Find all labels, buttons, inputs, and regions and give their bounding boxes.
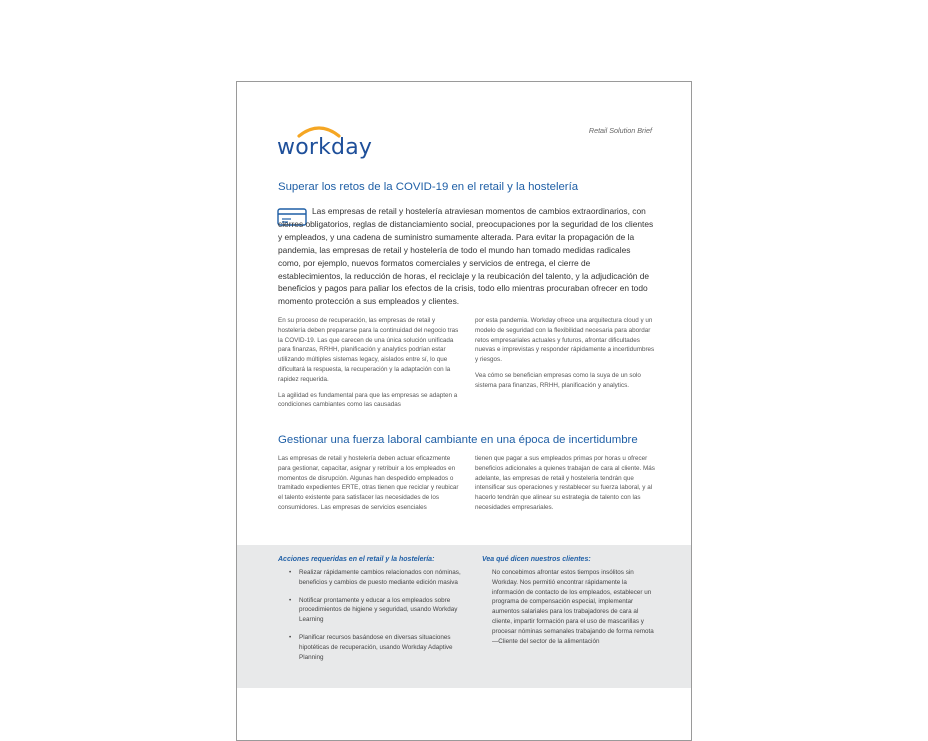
section-title-covid: Superar los retos de la COVID-19 en el retail y la hostelería: [278, 181, 579, 193]
testimonial-heading: Vea qué dicen nuestros clientes:: [482, 556, 591, 563]
document-type-label: Retail Solution Brief: [588, 126, 652, 135]
list-item: • Planificar recursos basándose en diversas situaciones hipotéticas de recuperación, usando Workday Adaptive Planning: [299, 633, 465, 662]
section1-left-column: [278, 316, 460, 416]
logo-wordmark: workday: [277, 135, 373, 160]
section2-right-column: [475, 454, 657, 519]
section1-right-paragraph-1: por esta pandemia. Workday ofrece una arquitectura cloud y un modelo de seguridad con la flexibilidad necesaria para abordar retos empresariales actuales y futuros, afrontar dificultades nuevas e imprevistas y responder rápidamente a incertidumbres y riesgos.: [475, 317, 655, 364]
intro-paragraph: Las empresas de retail y hostelería atraviesan momentos de cambios extraordinarios, con cierres obligatorios, reglas de distanciamiento social, preocupaciones por la seguridad de los clientes y empleados, y una cadena de suministro sumamente alterada. Para evitar la propagación de la pandemia, las empresas de retail y hostelería de todo el mundo han tomado medidas radicales como, por ejemplo, nuevos formatos comerciales y servicios de entrega, el cierre de establecimientos, la reducción de horas, el reciclaje y la reubicación del talento, y la adjudicación de beneficios y pagos para paliar los efectos de la crisis, todo ello mientras procuraban ofrecer en todo momento protección a sus empleados y clientes.: [278, 206, 654, 307]
section2-left-paragraph: Las empresas de retail y hostelería deben actuar eficazmente para gestionar, capacitar, asignar y retribuir a los empleados en momentos de disrupción. Algunas han despedido empleados o tramitado expedientes ERTE, otras tienen que reciclar y reubicar el talento existente para satisfacer las necesidades de los consumidores. Las empresas de servicios esenciales: [278, 455, 459, 511]
section1-left-paragraph-1: En su proceso de recuperación, las empresas de retail y hostelería deben prepararse para la continuidad del negocio tras la COVID-19. Las que carecen de una única solución unificada para finanzas, RRHH, planificación y analytics podrían estar utilizando múltiples sistemas legacy, aislados entre sí, lo que dificultará la respuesta, la recuperación y la adaptación con la rapidez requerida.: [278, 317, 459, 383]
list-item: • Realizar rápidamente cambios relacionados con nóminas, beneficios y cambios de puesto mediante edición masiva: [299, 568, 465, 588]
workday-logo: [277, 122, 373, 160]
actions-list: [285, 568, 465, 670]
section-title-workforce: Gestionar una fuerza laboral cambiante en una época de incertidumbre: [278, 434, 638, 446]
actions-heading: Acciones requeridas en el retail y la hostelería:: [278, 556, 435, 563]
section1-right-paragraph-2: Vea cómo se benefician empresas como la suya de un solo sistema para finanzas, RRHH, planificación y analytics.: [475, 371, 641, 389]
section2-right-paragraph: tienen que pagar a sus empleados primas por horas u ofrecer beneficios adicionales a quienes trabajan de cara al cliente. Más adelante, las empresas de retail y hostelería tendrán que intensificar sus operaciones y restablecer su fuerza laboral, y al hacerlo tendrán que alinear su estrategia de talento con las necesidades empresariales.: [475, 455, 655, 511]
testimonial-quote-block: [492, 568, 657, 646]
testimonial-quote: No concebimos afrontar estos tiempos insólitos sin Workday. Nos permitió encontrar rápidamente la información de contacto de los empleados, establecer un programa de compensación especial, implementar aumentos salariales para los trabajadores de cara al cliente, impartir formación para el uso de mascarillas y procesar nóminas semanales trabajando de forma remota: [492, 569, 654, 635]
section1-left-paragraph-2: La agilidad es fundamental para que las empresas se adapten a condiciones cambiantes como las causadas: [278, 391, 458, 409]
document-page: [236, 81, 692, 741]
testimonial-attribution: —Cliente del sector de la alimentación: [492, 637, 600, 645]
list-item: • Notificar prontamente y educar a los empleados sobre procedimientos de higiene y seguridad, usando Workday Learning: [299, 596, 465, 625]
section2-left-column: [278, 454, 460, 519]
section1-right-column: [475, 316, 657, 397]
